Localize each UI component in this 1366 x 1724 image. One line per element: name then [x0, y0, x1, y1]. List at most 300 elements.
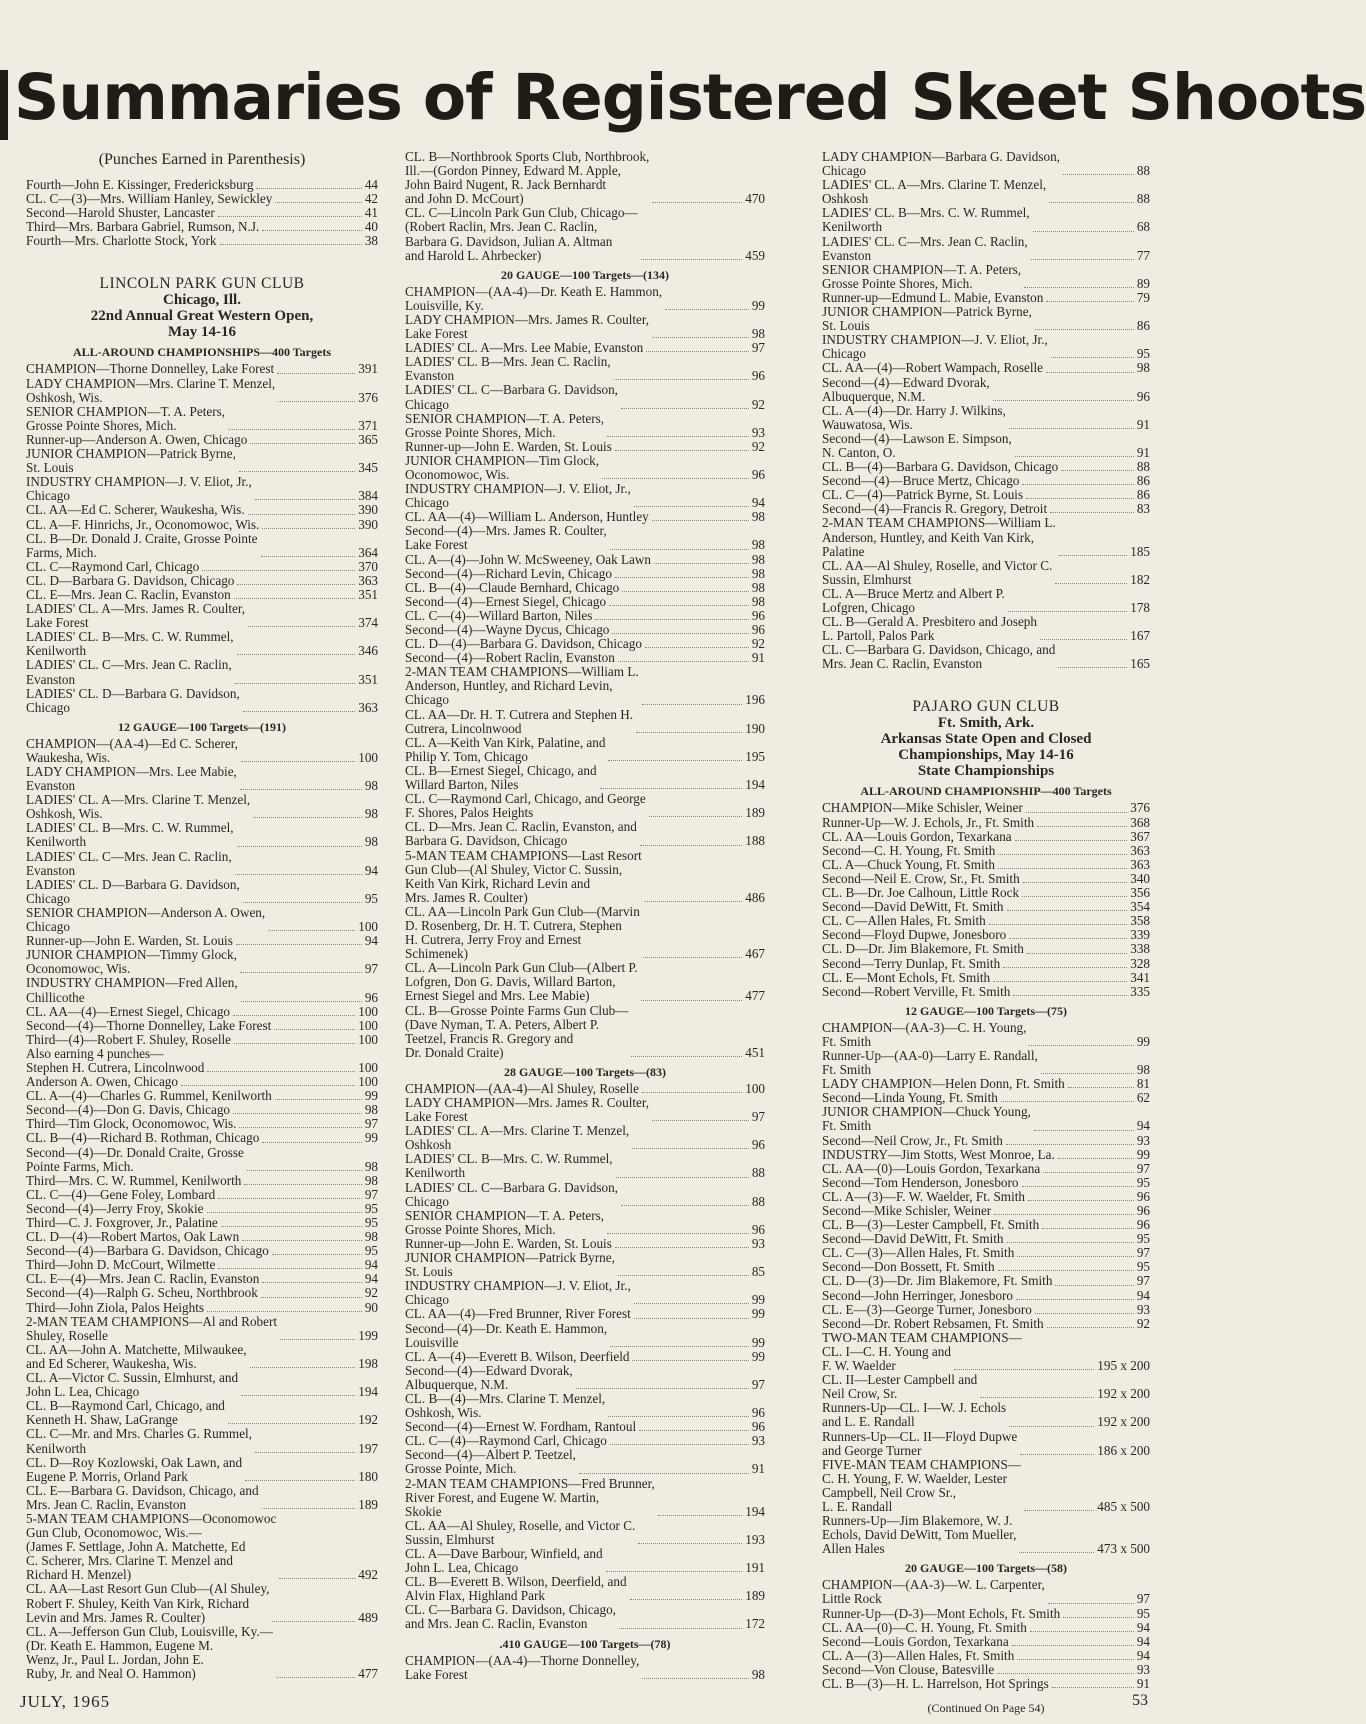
result-entry — [26, 1230, 378, 1244]
dot-leader — [610, 549, 749, 550]
entry-score: 196 — [745, 692, 765, 708]
result-entry — [405, 454, 765, 482]
dot-leader — [615, 450, 749, 451]
entry-label: 2-MAN TEAM CHAMPIONS—William L. Anderson, Huntley, and Keith Van Kirk, Palatine — [822, 515, 1056, 559]
dot-leader — [606, 1571, 743, 1572]
entry-label: Third—John Ziola, Palos Heights — [26, 1299, 205, 1315]
dot-leader — [248, 514, 356, 515]
entry-label: JUNIOR CHAMPION—Timmy Glock, Oconomowoc, Wis. — [26, 947, 237, 977]
entry-score: 95 — [1136, 1605, 1150, 1621]
entry-label: CL. AA—Al Shuley, Roselle, and Victor C. Sussin, Elmhurst — [405, 1517, 636, 1547]
dot-leader — [602, 478, 749, 479]
section-heading: 12 GAUGE—100 Targets—(191) — [118, 719, 286, 734]
result-entry — [822, 235, 1150, 263]
event-title: Arkansas State Open and Closed Championships, May 14-16 State Championships — [880, 731, 1092, 780]
entry-label: Second—(4)—Albert P. Teetzel, Grosse Pointe, Mich. — [405, 1447, 576, 1477]
entry-score: 100 — [358, 1059, 378, 1075]
entry-score: 93 — [751, 424, 765, 440]
entry-label: Second—(4)—Don G. Davis, Chicago — [26, 1102, 231, 1118]
intro-note: (Punches Earned in Parenthesis) — [98, 151, 306, 168]
entry-label: INDUSTRY CHAMPION—J. V. Eliot, Jr., Chicago — [26, 474, 252, 504]
column-right — [822, 150, 1150, 1715]
entry-label: Runner-up—John E. Warden, St. Louis — [405, 1235, 612, 1251]
entry-label: CL. D—(4)—Barbara G. Davidson, Chicago — [405, 636, 642, 652]
entry-label: CL. B—(4)—Richard B. Rothman, Chicago — [26, 1130, 260, 1146]
entry-label: CL. E—(3)—George Turner, Jonesboro — [822, 1301, 1032, 1317]
entry-score: 99 — [751, 297, 765, 313]
dot-leader — [649, 816, 742, 817]
dot-leader — [993, 400, 1134, 401]
result-entry — [822, 971, 1150, 985]
result-entry — [405, 1322, 765, 1350]
dot-leader — [234, 1043, 355, 1044]
result-entry — [405, 665, 765, 707]
entry-score: 86 — [1136, 318, 1150, 334]
entry-score: 98 — [751, 509, 765, 525]
entry-score: 470 — [745, 191, 765, 207]
entry-label: CL. C—Barbara G. Davidson, Chicago, and Mrs. Jean C. Raclin, Evanston — [822, 642, 1056, 672]
entry-score: 390 — [358, 502, 378, 518]
entry-label: Anderson A. Owen, Chicago — [26, 1074, 178, 1090]
entry-label: 5-MAN TEAM CHAMPIONS—Last Resort Gun Club—(Al Shuley, Victor C. Sussin, Keith Van Kirk, Richard Levin and Mrs. James R. Coulter) — [405, 847, 642, 905]
entry-score: 96 — [751, 1137, 765, 1153]
entry-label: Second—Louis Gordon, Texarkana — [822, 1633, 1009, 1649]
dot-leader — [1035, 1313, 1134, 1314]
entry-label: CL. C—Barbara G. Davidson, Chicago, and Mrs. Jean C. Raclin, Evanston — [405, 1602, 616, 1632]
entry-label: Second—Tom Henderson, Jonesboro — [822, 1174, 1019, 1190]
result-entry — [822, 263, 1150, 291]
entry-score: 99 — [751, 1292, 765, 1308]
result-entry — [822, 872, 1150, 886]
result-entry — [822, 1105, 1150, 1133]
entry-score: 192 — [358, 1412, 378, 1428]
entry-label: Third—John D. McCourt, Wilmette — [26, 1257, 216, 1273]
result-entry — [405, 1434, 765, 1448]
entry-label: CL. D—Mrs. Jean C. Raclin, Evanston, and Barbara G. Davidson, Chicago — [405, 819, 637, 849]
section-heading: .410 GAUGE—100 Targets—(78) — [499, 1636, 671, 1651]
result-entry — [822, 1204, 1150, 1218]
dot-leader — [1024, 287, 1134, 288]
result-entry — [822, 1049, 1150, 1077]
dot-leader — [980, 1397, 1094, 1398]
entry-label: SENIOR CHAMPION—T. A. Peters, Grosse Pointe Shores, Mich. — [26, 403, 226, 433]
dot-leader — [652, 520, 749, 521]
entry-score: 98 — [364, 834, 378, 850]
dot-leader — [220, 244, 362, 245]
entry-score: 167 — [1130, 628, 1150, 644]
result-entry — [822, 1077, 1150, 1091]
dot-leader — [1009, 1426, 1094, 1427]
entry-score: 97 — [364, 1186, 378, 1202]
result-entry — [405, 1364, 765, 1392]
entry-label: CL. C—(3)—Mrs. William Hanley, Sewickley — [26, 191, 273, 207]
result-entry — [26, 821, 378, 849]
dot-leader — [631, 1056, 742, 1057]
entry-score: 93 — [751, 1433, 765, 1449]
result-entry — [26, 1315, 378, 1343]
dot-leader — [595, 619, 748, 620]
entry-score: 42 — [364, 191, 378, 207]
dot-leader — [614, 379, 749, 380]
dot-leader — [233, 1113, 362, 1114]
entry-score: 356 — [1130, 885, 1150, 901]
entry-score: 98 — [364, 778, 378, 794]
result-entry — [822, 1232, 1150, 1246]
dot-leader — [609, 605, 749, 606]
entry-label: LADIES' CL. A—Mrs. Clarine T. Menzel, Oshkosh — [405, 1123, 630, 1153]
entry-score: 93 — [1136, 1661, 1150, 1677]
entry-label: LADY CHAMPION—Mrs. James R. Coulter, Lake Forest — [405, 311, 650, 342]
entry-score: 368 — [1130, 814, 1150, 830]
dot-leader — [1068, 1087, 1134, 1088]
dot-leader — [239, 1127, 361, 1128]
entry-score: 91 — [1136, 416, 1150, 432]
entry-label: Second—(4)—Ernest Siegel, Chicago — [405, 593, 607, 609]
dot-leader — [255, 1452, 355, 1453]
dot-leader — [1017, 1659, 1133, 1660]
entry-score: 91 — [751, 1461, 765, 1477]
entry-label: CL. A—(4)—Charles G. Rummel, Kenilworth — [26, 1088, 272, 1104]
result-entry — [822, 305, 1150, 333]
dot-leader — [1016, 1299, 1134, 1300]
dot-leader — [244, 1184, 361, 1185]
result-entry — [822, 587, 1150, 615]
result-entry — [405, 708, 765, 736]
dot-leader — [643, 957, 742, 958]
result-entry — [26, 765, 378, 793]
entry-score: 91 — [1136, 1676, 1150, 1691]
entry-score: 100 — [358, 1031, 378, 1047]
entry-score: 99 — [751, 1334, 765, 1350]
club-name: PAJARO GUN CLUB — [912, 698, 1060, 716]
entry-label: CL. A—(3)—Allen Hales, Ft. Smith — [822, 1647, 1015, 1663]
result-entry — [26, 737, 378, 765]
entry-label: LADIES' CL. B—Mrs. C. W. Rummel, Kenilworth — [26, 820, 234, 850]
entry-label: Second—Harold Shuster, Lancaster — [26, 205, 215, 221]
dot-leader — [1041, 1073, 1134, 1074]
entry-label: Second—(4)—Mrs. James R. Coulter, Lake Forest — [405, 523, 607, 553]
entry-score: 92 — [751, 438, 765, 454]
dot-leader — [233, 1015, 355, 1016]
dot-leader — [245, 1480, 355, 1481]
entry-label: CL. C—(4)—Patrick Byrne, St. Louis — [822, 487, 1024, 503]
dot-leader — [207, 1311, 362, 1312]
entry-label: CL. AA—(4)—Robert Wampach, Roselle — [822, 360, 1044, 376]
result-entry — [26, 1131, 378, 1145]
result-entry — [405, 905, 765, 961]
result-entry — [26, 1089, 378, 1103]
result-entry — [822, 376, 1150, 404]
result-entry — [822, 460, 1150, 474]
entry-score: 100 — [358, 919, 378, 935]
entry-label: Third—(4)—Robert F. Shuley, Roselle — [26, 1031, 232, 1047]
entry-score: 98 — [751, 326, 765, 342]
entry-score: 96 — [1136, 1188, 1150, 1204]
result-entry — [26, 906, 378, 934]
result-entry — [822, 886, 1150, 900]
entry-label: CL. C—Mr. and Mrs. Charles G. Rummel, Kenilworth — [26, 1426, 253, 1456]
result-entry — [26, 1061, 378, 1075]
result-entry — [405, 1237, 765, 1251]
dot-leader — [247, 1170, 362, 1171]
dot-leader — [640, 845, 742, 846]
dot-leader — [228, 1423, 355, 1424]
entry-label: INDUSTRY CHAMPION—J. V. Eliot, Jr., Chicago — [405, 481, 631, 511]
entry-label: CL. B—Raymond Carl, Chicago, and Kenneth H. Shaw, LaGrange — [26, 1398, 225, 1428]
result-entry — [822, 900, 1150, 914]
result-entry — [822, 816, 1150, 830]
entry-score: 180 — [358, 1468, 378, 1484]
result-entry — [405, 1448, 765, 1476]
entry-label: CL. AA—Dr. H. T. Cutrera and Stephen H. Cutrera, Lincolnwood — [405, 706, 634, 736]
entry-label: Third—C. J. Foxgrover, Jr., Palatine — [26, 1215, 218, 1230]
entry-score: 358 — [1130, 913, 1150, 929]
entry-score: 94 — [364, 1271, 378, 1287]
result-entry — [822, 333, 1150, 361]
result-entry — [822, 1260, 1150, 1274]
entry-label: LADIES' CL. C—Mrs. Jean C. Raclin, Evanston — [26, 657, 232, 687]
dot-leader — [1013, 995, 1127, 996]
result-entry — [26, 1019, 378, 1033]
entry-score: 95 — [364, 890, 378, 906]
entry-label: CL. AA—(4)—William L. Anderson, Huntley — [405, 509, 649, 525]
result-entry — [822, 1317, 1150, 1331]
result-entry — [822, 404, 1150, 432]
entry-score: 467 — [745, 946, 765, 962]
entry-label: CHAMPION—(AA-3)—C. H. Young, Ft. Smith — [822, 1019, 1027, 1049]
entry-score: 40 — [364, 219, 378, 235]
entry-score: 363 — [358, 699, 378, 715]
entry-score: 93 — [1136, 1132, 1150, 1148]
result-entry — [822, 1621, 1150, 1635]
result-entry — [822, 830, 1150, 844]
entry-score: 88 — [1136, 191, 1150, 207]
entry-label: 2-MAN TEAM CHAMPIONS—Fred Brunner, River Forest, and Eugene W. Martin, Skokie — [405, 1475, 655, 1519]
result-entry — [26, 1427, 378, 1455]
dot-leader — [610, 1346, 749, 1347]
dot-leader — [240, 789, 362, 790]
entry-label: Runner-up—John E. Warden, St. Louis — [26, 933, 233, 949]
dot-leader — [645, 901, 742, 902]
entry-label: JUNIOR CHAMPION—Patrick Byrne, St. Louis — [405, 1250, 615, 1280]
dot-leader — [1023, 882, 1128, 883]
entry-score: 95 — [364, 1243, 378, 1259]
entry-score: 91 — [751, 650, 765, 666]
entry-label: Runner-up—Anderson A. Owen, Chicago — [26, 431, 248, 447]
entry-label: LADIES' CL. A—Mrs. Clarine T. Menzel, Oshkosh, Wis. — [26, 792, 251, 822]
entry-label: Fourth—John E. Kissinger, Fredericksburg — [26, 177, 254, 192]
dot-leader — [237, 584, 355, 585]
entry-label: CL. A—(4)—Dr. Harry J. Wilkins, Wauwatosa, Wis. — [822, 402, 1006, 432]
result-entry — [26, 1174, 378, 1188]
entry-score: 97 — [751, 340, 765, 356]
issue-date: JULY, 1965 — [20, 1692, 111, 1711]
entry-score: 86 — [1136, 487, 1150, 503]
dot-leader — [207, 1212, 362, 1213]
dot-leader — [1063, 174, 1134, 175]
result-entry — [405, 581, 765, 595]
dot-leader — [1058, 1158, 1134, 1159]
entry-score: 94 — [751, 495, 765, 511]
entry-score: 451 — [745, 1044, 765, 1060]
dot-leader — [994, 1214, 1134, 1215]
entry-score: 365 — [358, 431, 378, 447]
result-entry — [822, 1303, 1150, 1317]
dot-leader — [1040, 639, 1127, 640]
result-entry — [26, 532, 378, 560]
entry-label: INDUSTRY CHAMPION—Fred Allen, Chillicothe — [26, 975, 238, 1005]
result-entry — [26, 1582, 378, 1624]
result-entry — [822, 432, 1150, 460]
dot-leader — [1017, 1256, 1133, 1257]
entry-label: Runner-Up—(AA-0)—Larry E. Randall, Ft. Smith — [822, 1047, 1038, 1078]
entry-score: 99 — [364, 1088, 378, 1104]
dot-leader — [615, 1247, 749, 1248]
entry-label: JUNIOR CHAMPION—Chuck Young, Ft. Smith — [822, 1104, 1031, 1134]
dot-leader — [632, 1360, 748, 1361]
dot-leader — [1050, 512, 1134, 513]
dot-leader — [579, 1473, 749, 1474]
entry-label: CL. E—Mrs. Jean C. Raclin, Evanston — [26, 586, 231, 602]
entry-score: 100 — [358, 749, 378, 765]
entry-label: Runners-Up—Jim Blakemore, W. J. Echols, David DeWitt, Tom Mueller, Allen Hales — [822, 1513, 1017, 1557]
result-entry — [822, 488, 1150, 502]
entry-label: Second—(4)—Francis R. Gregory, Detroit — [822, 501, 1048, 517]
result-entry — [822, 615, 1150, 643]
entry-score: 194 — [358, 1384, 378, 1400]
entry-label: CL. A—Chuck Young, Ft. Smith — [822, 856, 995, 872]
entry-label: CL. AA—Al Shuley, Roselle, and Victor C. Sussin, Elmhurst — [822, 557, 1053, 587]
entry-score: 92 — [364, 1285, 378, 1301]
entry-label: JUNIOR CHAMPION—Patrick Byrne, St. Louis — [26, 446, 236, 476]
entry-label: CL. D—Barbara G. Davidson, Chicago — [26, 572, 235, 588]
result-entry — [405, 150, 765, 206]
result-entry — [822, 643, 1150, 671]
entry-score: 363 — [1130, 856, 1150, 872]
entry-score: 376 — [1130, 800, 1150, 816]
entry-label: Second—(4)—Edward Dvorak, Albuquerque, N.M. — [822, 374, 990, 404]
section-heading: ALL-AROUND CHAMPIONSHIPS—400 Targets — [72, 345, 331, 360]
result-entry — [26, 658, 378, 686]
entry-label: SENIOR CHAMPION—T. A. Peters, Grosse Pointe Shores, Mich. — [405, 1207, 605, 1237]
entry-label: INDUSTRY CHAMPION—J. V. Eliot, Jr., Chicago — [822, 332, 1048, 362]
entry-label: CL. A—(4)—Everett B. Wilson, Deerfield — [405, 1348, 630, 1364]
entry-score: 186 x 200 — [1097, 1442, 1150, 1458]
entry-label: SENIOR CHAMPION—T. A. Peters, Grosse Pointe Shores, Mich. — [822, 261, 1022, 291]
result-entry — [26, 1005, 378, 1019]
result-entry — [822, 206, 1150, 234]
entry-score: 371 — [358, 417, 378, 433]
continued-note: (Continued On Page 54) — [927, 1701, 1045, 1716]
entry-label: 5-MAN TEAM CHAMPIONS—Oconomowoc Gun Club, Oconomowoc, Wis.— (James F. Settlage, John A. Matchette, Ed C. Scherer, Mrs. Clarine T. Menzel and Richard H. Menzel) — [26, 1510, 277, 1583]
entry-score: 90 — [364, 1299, 378, 1315]
entry-label: CL. AA—Last Resort Gun Club—(Al Shuley, Robert F. Shuley, Keith Van Kirk, Richard Levin and Mrs. James R. Coulter) — [26, 1581, 270, 1625]
entry-score: 96 — [1136, 1203, 1150, 1218]
result-entry — [26, 1033, 378, 1047]
result-entry — [405, 285, 765, 313]
dot-leader — [1055, 1285, 1133, 1286]
dot-leader — [645, 647, 749, 648]
result-entry — [26, 1625, 378, 1681]
dot-leader — [630, 1599, 743, 1600]
dot-leader — [1015, 456, 1134, 457]
dot-leader — [997, 1673, 1134, 1674]
entry-label: Second—David DeWitt, Ft. Smith — [822, 1231, 1004, 1247]
result-entry — [26, 934, 378, 948]
page-title: Summaries of Registered Skeet Shoots — [14, 61, 1366, 134]
dot-leader — [1058, 667, 1127, 668]
entry-label: CL. B—(4)—Claude Bernhard, Chicago — [405, 579, 620, 595]
dot-leader — [1019, 1552, 1094, 1553]
entry-label: CHAMPION—(AA-4)—Thorne Donnelley, Lake Forest — [405, 1652, 640, 1682]
result-entry — [405, 1152, 765, 1180]
entry-score: 94 — [364, 1257, 378, 1273]
entry-label: CL. D—(3)—Dr. Jim Blakemore, Ft. Smith — [822, 1273, 1053, 1289]
entry-score: 98 — [751, 565, 765, 581]
dot-leader — [276, 1677, 355, 1678]
result-entry — [405, 1307, 765, 1321]
entry-score: 328 — [1130, 955, 1150, 971]
entry-label: CL. E—Barbara G. Davidson, Chicago, and Mrs. Jean C. Raclin, Evanston — [26, 1482, 259, 1512]
entry-label: LADY CHAMPION—Mrs. Lee Mabie, Evanston — [26, 764, 237, 794]
dot-leader — [634, 1318, 749, 1319]
entry-score: 94 — [1136, 1647, 1150, 1663]
result-entry — [26, 433, 378, 447]
result-entry — [405, 1209, 765, 1237]
dot-leader — [236, 944, 362, 945]
dot-leader — [1046, 301, 1133, 302]
dot-leader — [621, 1205, 749, 1206]
dot-leader — [607, 436, 749, 437]
entry-score: 98 — [364, 806, 378, 822]
entry-label: LADIES' CL. C—Barbara G. Davidson, Chicago — [405, 382, 618, 412]
dot-leader — [642, 1678, 749, 1679]
entry-score: 97 — [751, 1376, 765, 1392]
entry-label: Runners-Up—CL. II—Floyd Dupwe and George Turner — [822, 1428, 1018, 1458]
entry-score: 363 — [1130, 842, 1150, 858]
result-entry — [822, 1635, 1150, 1649]
entry-label: CL. AA—(0)—Louis Gordon, Texarkana — [822, 1160, 1041, 1176]
entry-score: 96 — [751, 622, 765, 637]
dot-leader — [272, 1621, 355, 1622]
entry-label: CL. B—Grosse Pointe Farms Gun Club— (Dave Nyman, T. A. Peters, Albert P. Teetzel, Francis R. Gregory and Dr. Donald Craite) — [405, 1002, 629, 1060]
dot-leader — [275, 1099, 362, 1100]
page-number: 53 — [1132, 1692, 1148, 1709]
dot-leader — [954, 1369, 1094, 1370]
dot-leader — [1033, 231, 1134, 232]
dot-leader — [1009, 428, 1134, 429]
result-entry — [26, 192, 378, 206]
result-entry — [26, 1103, 378, 1117]
entry-label: SENIOR CHAMPION—T. A. Peters, Grosse Pointe Shores, Mich. — [405, 410, 605, 440]
result-entry — [26, 234, 378, 248]
result-entry — [26, 1301, 378, 1315]
entry-label: CL. B—(3)—Lester Campbell, Ft. Smith — [822, 1217, 1040, 1233]
entry-score: 351 — [358, 671, 378, 687]
dot-leader — [608, 760, 742, 761]
entry-label: CL. C—(4)—Willard Barton, Niles — [405, 607, 593, 623]
result-entry — [405, 595, 765, 609]
result-entry — [26, 1075, 378, 1089]
dot-leader — [1022, 896, 1127, 897]
section-heading: 28 GAUGE—100 Targets—(83) — [504, 1064, 666, 1079]
entry-label: Second—(4)—Jerry Froy, Skokie — [26, 1200, 204, 1216]
dot-leader — [1046, 372, 1134, 373]
dot-leader — [639, 1430, 749, 1431]
dot-leader — [279, 1578, 355, 1579]
entry-label: LADIES' CL. C—Mrs. Jean C. Raclin, Evanston — [26, 848, 232, 878]
entry-score: 94 — [364, 933, 378, 949]
